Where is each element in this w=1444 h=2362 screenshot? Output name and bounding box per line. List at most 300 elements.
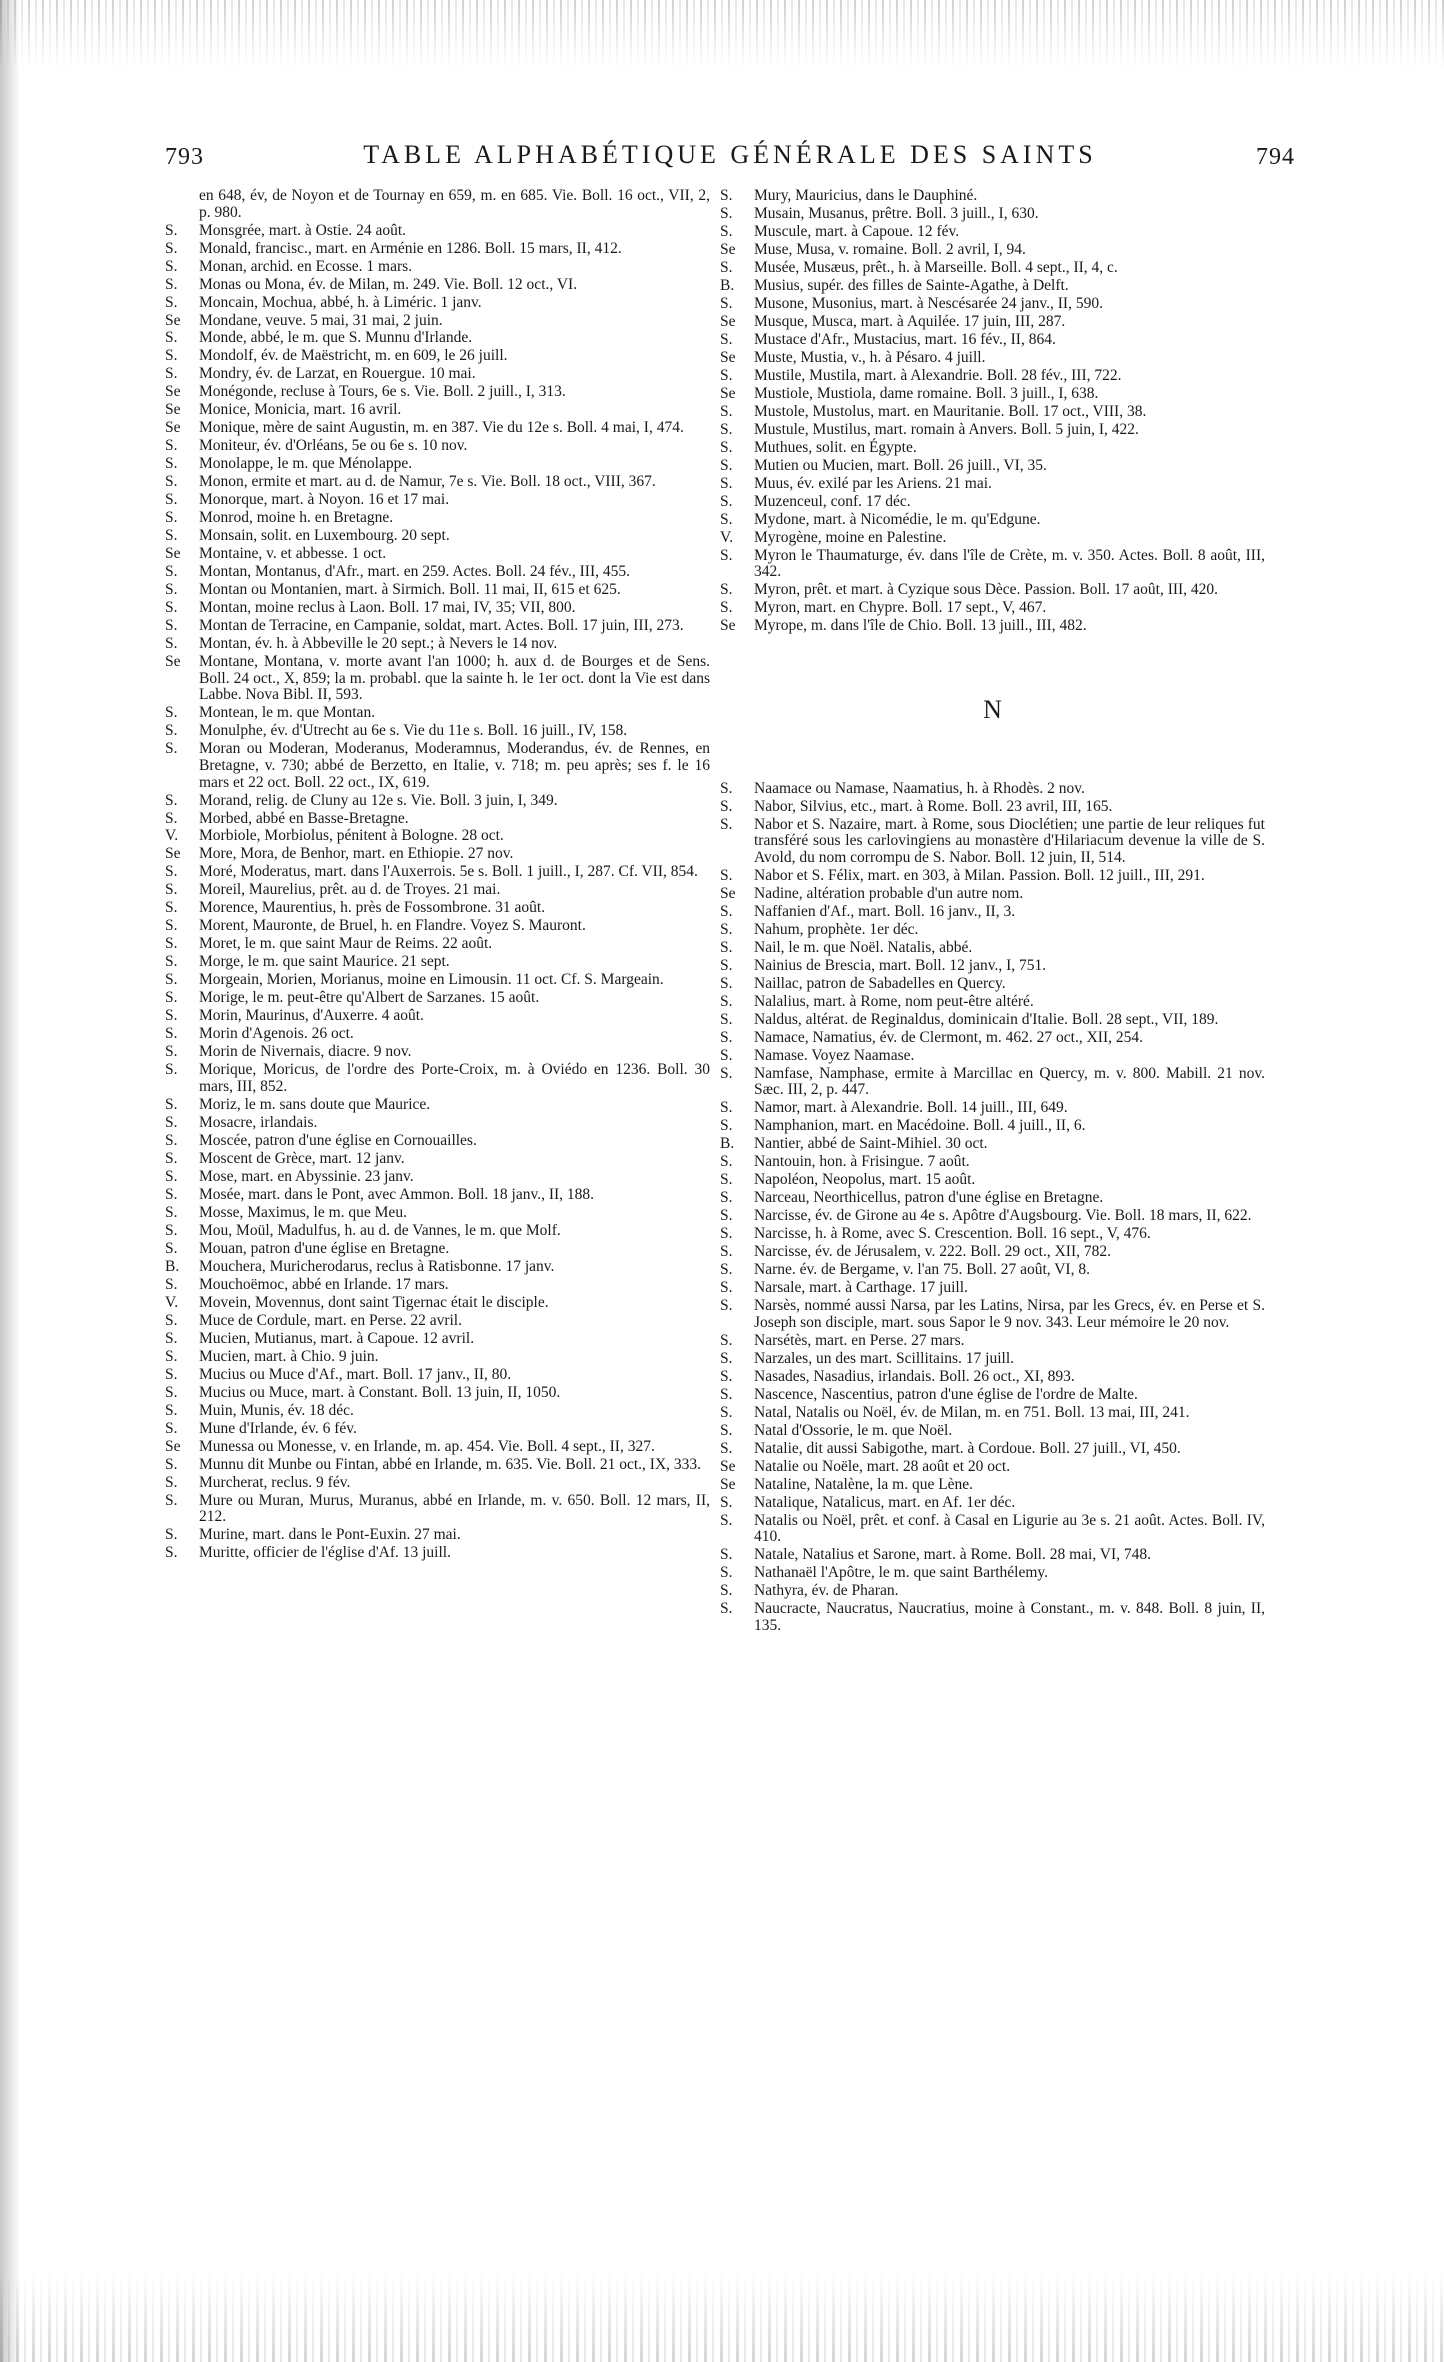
entry-siglum: S.	[165, 1061, 178, 1079]
index-entry	[165, 972, 710, 989]
entry-siglum: S.	[720, 599, 733, 617]
index-entry	[165, 564, 710, 581]
index-entry	[720, 1048, 1265, 1065]
entry-text: Morin, Maurinus, d'Auxerre. 4 août.	[199, 1007, 424, 1025]
entry-siglum: S.	[165, 971, 178, 989]
entry-text: Musain, Musanus, prêtre. Boll. 3 juill., I, 630.	[754, 204, 1039, 222]
entry-siglum: V.	[165, 1293, 179, 1311]
entry-text: Myron, mart. en Chypre. Boll. 17 sept., V, 467.	[754, 599, 1047, 617]
entry-siglum: Se	[720, 312, 736, 330]
page-number-left: 793	[165, 144, 204, 170]
entry-text: Mondolf, év. de Maëstricht, m. en 609, le 26 juill.	[199, 347, 508, 365]
entry-text: Mucien, Mutianus, mart. à Capoue. 12 avril.	[199, 1329, 475, 1347]
page-title: TABLE ALPHABÉTIQUE GÉNÉRALE DES SAINTS	[363, 140, 1097, 169]
index-entry	[165, 811, 710, 828]
entry-text: Namase. Voyez Naamase.	[754, 1046, 915, 1064]
index-entry	[165, 1115, 710, 1132]
entry-text: Mosacre, irlandais.	[199, 1113, 318, 1131]
entry-text: Mustace d'Afr., Mustacius, mart. 16 fév., II, 864.	[754, 330, 1056, 348]
index-entry	[165, 241, 710, 258]
entry-siglum: S.	[165, 1473, 178, 1491]
entry-siglum: S.	[165, 1025, 178, 1043]
entry-text: Nail, le m. que Noël. Natalis, abbé.	[754, 938, 973, 956]
index-entry	[720, 886, 1265, 903]
index-entry	[720, 868, 1265, 885]
entry-text: Mutien ou Mucien, mart. Boll. 26 juill., VI, 35.	[754, 456, 1047, 474]
index-entry	[165, 1008, 710, 1025]
index-entry	[720, 799, 1265, 816]
index-entry	[165, 546, 710, 563]
entry-text: Myrogène, moine en Palestine.	[754, 528, 947, 546]
index-entry	[165, 1475, 710, 1492]
entry-text: Mury, Mauricius, dans le Dauphiné.	[754, 187, 978, 204]
entry-siglum: S.	[720, 366, 733, 384]
entry-text: Mouchera, Muricherodarus, reclus à Ratisbonne. 17 janv.	[199, 1257, 555, 1275]
index-entry	[720, 1423, 1265, 1440]
index-entry	[165, 1133, 710, 1150]
index-entry	[720, 1513, 1265, 1546]
entry-siglum: S.	[720, 204, 733, 222]
index-entry	[720, 600, 1265, 617]
entry-siglum: S.	[165, 1491, 178, 1509]
entry-siglum: Se	[720, 384, 736, 402]
entry-text: Mondry, év. de Larzat, en Rouergue. 10 mai.	[199, 365, 476, 383]
entry-text: Myron, prêt. et mart. à Cyzique sous Dèce. Passion. Boll. 17 août, III, 420.	[754, 581, 1219, 599]
entry-text: Monsgrée, mart. à Ostie. 24 août.	[199, 221, 407, 239]
entry-text: Mydone, mart. à Nicomédie, le m. qu'Edgune.	[754, 510, 1041, 528]
entry-text: Mustile, Mustila, mart. à Alexandrie. Boll. 28 fév., III, 722.	[754, 366, 1122, 384]
entry-text: Nataline, Natalène, la m. que Lène.	[754, 1475, 974, 1493]
index-entry	[165, 438, 710, 455]
entry-siglum: S.	[165, 473, 178, 491]
entry-siglum: S.	[165, 1239, 178, 1257]
entry-siglum: V.	[165, 827, 179, 845]
page-number-right: 794	[1256, 144, 1295, 170]
entry-siglum: S.	[720, 1225, 733, 1243]
entry-siglum: S.	[165, 1419, 178, 1437]
index-entry	[720, 1280, 1265, 1297]
entry-text: Narcisse, év. de Girone au 4e s. Apôtre d'Augsbourg. Vie. Boll. 18 mars, II, 622.	[754, 1207, 1252, 1225]
entry-siglum: S.	[165, 1311, 178, 1329]
index-entry	[165, 1295, 710, 1312]
index-entry	[720, 1477, 1265, 1494]
entry-text: Murine, mart. dans le Pont-Euxin. 27 mai.	[199, 1526, 461, 1544]
entry-text: Nantouin, hon. à Frisingue. 7 août.	[754, 1153, 970, 1171]
index-entry	[720, 1118, 1265, 1135]
index-entry	[720, 1262, 1265, 1279]
entry-siglum: S.	[720, 456, 733, 474]
index-entry	[720, 1030, 1265, 1047]
entry-text: Narceau, Neorthicellus, patron d'une église en Bretagne.	[754, 1189, 1104, 1207]
entry-text: Naldus, altérat. de Reginaldus, dominicain d'Italie. Boll. 28 sept., VII, 189.	[754, 1010, 1219, 1028]
entry-siglum: S.	[165, 437, 178, 455]
entry-siglum: S.	[720, 1367, 733, 1385]
entry-text: Munessa ou Monesse, v. en Irlande, m. ap. 454. Vie. Boll. 4 sept., II, 327.	[199, 1437, 655, 1455]
entry-siglum: S.	[720, 581, 733, 599]
entry-siglum: S.	[720, 1279, 733, 1297]
entry-siglum: S.	[165, 329, 178, 347]
entry-siglum: S.	[165, 347, 178, 365]
entry-text: Montan, év. h. à Abbeville le 20 sept.; à Nevers le 14 nov.	[199, 635, 558, 653]
scan-noise-left	[0, 0, 20, 2362]
index-entry	[720, 206, 1265, 223]
entry-text: Mondane, veuve. 5 mai, 31 mai, 2 juin.	[199, 311, 443, 329]
entry-siglum: S.	[720, 992, 733, 1010]
entry-text: Namphanion, mart. en Macédoine. Boll. 4 juill., II, 6.	[754, 1117, 1086, 1135]
entry-siglum: S.	[165, 527, 178, 545]
entry-siglum: S.	[165, 1149, 178, 1167]
entry-siglum: S.	[165, 809, 178, 827]
entry-siglum: Se	[165, 1437, 181, 1455]
entry-siglum: S.	[720, 474, 733, 492]
index-entry	[720, 476, 1265, 493]
index-entry	[165, 384, 710, 401]
index-entry	[165, 1097, 710, 1114]
entry-text: Nantier, abbé de Saint-Mihiel. 30 oct.	[754, 1135, 988, 1153]
entry-text: Muus, év. exilé par les Ariens. 21 mai.	[754, 474, 992, 492]
entry-siglum: Se	[165, 845, 181, 863]
entry-text: Morge, le m. que saint Maurice. 21 sept.	[199, 953, 450, 971]
index-entry	[720, 368, 1265, 385]
entry-siglum: S.	[720, 920, 733, 938]
entry-text: Monas ou Mona, év. de Milan, m. 249. Vie. Boll. 12 oct., VI.	[199, 275, 578, 293]
entry-text: Moré, Moderatus, mart. dans l'Auxerrois. 5e s. Boll. 1 juill., I, 287. Cf. VII, 854.	[199, 863, 698, 881]
index-entry	[720, 1565, 1265, 1582]
index-entry	[165, 402, 710, 419]
entry-siglum: S.	[720, 222, 733, 240]
entry-text: Nabor et S. Nazaire, mart. à Rome, sous Dioclétien; une partie de leur reliques fut transféré sous les carlovingiens au monastère d'Hilariacum devenue la ville de S. Avold, du nom corrompu de S. Nabor. Boll. 12 juin, II, 514.	[754, 815, 1265, 866]
entry-siglum: S.	[165, 1043, 178, 1061]
entry-siglum: S.	[165, 599, 178, 617]
index-entry	[720, 242, 1265, 259]
entry-text: Narsès, nommé aussi Narsa, par les Latins, Nirsa, par les Grecs, év. en Perse et S. Joseph son disciple, mart. sous Sapor le 9 nov. 343. Leur mémoire le 20 nov.	[754, 1297, 1265, 1331]
index-entry	[165, 1044, 710, 1061]
entry-text: Nasades, Nasadius, irlandais. Boll. 26 oct., XI, 893.	[754, 1367, 1075, 1385]
entry-siglum: Se	[165, 545, 181, 563]
index-entry	[720, 1459, 1265, 1476]
entry-text: Mune d'Irlande, év. 6 fév.	[199, 1419, 357, 1437]
index-entry	[165, 1527, 710, 1544]
entry-text: Naffanien d'Af., mart. Boll. 16 janv., II, 3.	[754, 902, 1016, 920]
scan-noise-bottom	[0, 2272, 1444, 2362]
index-entry	[720, 386, 1265, 403]
entry-siglum: S.	[720, 1349, 733, 1367]
index-entry	[165, 474, 710, 491]
entry-text: Natal, Natalis ou Noël, év. de Milan, m. en 751. Boll. 13 mai, III, 241.	[754, 1403, 1190, 1421]
entry-text: Morige, le m. peut-être qu'Albert de Sarzanes. 15 août.	[199, 989, 540, 1007]
index-entry	[165, 846, 710, 863]
entry-text: Natal d'Ossorie, le m. que Noël.	[754, 1421, 953, 1439]
index-entry	[165, 188, 710, 221]
entry-text: Moscent de Grèce, mart. 12 janv.	[199, 1149, 405, 1167]
entry-siglum: S.	[165, 1365, 178, 1383]
entry-siglum: S.	[720, 187, 733, 204]
index-entry	[165, 936, 710, 953]
entry-text: Mucius ou Muce d'Af., mart. Boll. 17 janv., II, 80.	[199, 1365, 512, 1383]
entry-text: Monique, mère de saint Augustin, m. en 387. Vie du 12e s. Boll. 4 mai, I, 474.	[199, 419, 684, 437]
entry-siglum: S.	[720, 294, 733, 312]
entry-text: Morbed, abbé en Basse-Bretagne.	[199, 809, 409, 827]
index-entry	[165, 1151, 710, 1168]
index-entry	[720, 1136, 1265, 1153]
entry-siglum: S.	[720, 1099, 733, 1117]
index-entry	[720, 1601, 1265, 1634]
entry-siglum: Se	[720, 1475, 736, 1493]
index-entry	[720, 1208, 1265, 1225]
index-entry	[165, 456, 710, 473]
index-entry	[165, 723, 710, 740]
entry-siglum: Se	[720, 1457, 736, 1475]
entry-text: Naamace ou Namase, Naamatius, h. à Rhodès. 2 nov.	[754, 779, 1085, 797]
index-entry	[720, 1298, 1265, 1331]
index-entry	[165, 618, 710, 635]
entry-text: Montean, le m. que Montan.	[199, 704, 376, 722]
entry-siglum: B.	[720, 1135, 735, 1153]
entry-text: Muthues, solit. en Égypte.	[754, 438, 917, 456]
entry-text: Morgeain, Morien, Morianus, moine en Limousin. 11 oct. Cf. S. Margeain.	[199, 971, 664, 989]
entry-siglum: S.	[165, 740, 178, 758]
entry-text: Mouchoëmoc, abbé en Irlande. 17 mars.	[199, 1275, 449, 1293]
entry-text: Naucracte, Naucratus, Naucratius, moine à Constant., m. v. 848. Boll. 8 juin, II, 135.	[754, 1600, 1265, 1634]
index-entry	[165, 1026, 710, 1043]
index-entry	[165, 1169, 710, 1186]
entry-siglum: S.	[165, 1383, 178, 1401]
entry-text: Moret, le m. que saint Maur de Reims. 22 août.	[199, 935, 493, 953]
index-entry	[720, 1387, 1265, 1404]
entry-text: Musius, supér. des filles de Sainte-Agathe, à Delft.	[754, 276, 1069, 294]
left-column	[165, 188, 710, 1563]
index-entry	[165, 705, 710, 722]
entry-text: Muse, Musa, v. romaine. Boll. 2 avril, I, 94.	[754, 240, 1026, 258]
entry-siglum: S.	[720, 866, 733, 884]
entry-siglum: S.	[720, 1010, 733, 1028]
entry-text: Nabor, Silvius, etc., mart. à Rome. Boll. 23 avril, III, 165.	[754, 797, 1113, 815]
entry-siglum: Se	[165, 653, 181, 671]
index-entry	[165, 313, 710, 330]
entry-siglum: S.	[720, 1439, 733, 1457]
entry-siglum: S.	[165, 899, 178, 917]
entry-siglum: S.	[165, 1275, 178, 1293]
entry-siglum: S.	[720, 797, 733, 815]
index-entry	[720, 1012, 1265, 1029]
entry-text: Muste, Mustia, v., h. à Pésaro. 4 juill.	[754, 348, 986, 366]
entry-text: Munnu dit Munbe ou Fintan, abbé en Irlande, m. 635. Vie. Boll. 21 oct., IX, 333.	[199, 1455, 702, 1473]
entry-text: Myron le Thaumaturge, év. dans l'île de Crète, m. v. 350. Actes. Boll. 8 août, III, 342.	[754, 546, 1265, 581]
index-entry	[720, 296, 1265, 313]
entry-text: Namfase, Namphase, ermite à Marcillac en Quercy, m. v. 800. Mabill. 21 nov. Sæc. III, 2, p. 447.	[754, 1064, 1265, 1099]
index-entry	[165, 1277, 710, 1294]
entry-text: Musone, Musonius, mart. à Nescésarée 24 janv., II, 590.	[754, 294, 1103, 312]
entry-siglum: S.	[720, 1546, 733, 1564]
entry-siglum: S.	[165, 953, 178, 971]
entry-text: Mosse, Maximus, le m. que Meu.	[199, 1203, 407, 1221]
entry-siglum: S.	[720, 1600, 733, 1618]
index-entry	[720, 1333, 1265, 1350]
index-entry	[165, 1187, 710, 1204]
entry-siglum: S.	[720, 1243, 733, 1261]
entry-text: Morence, Maurentius, h. près de Fossombrone. 31 août.	[199, 899, 546, 917]
entry-text: Narsale, mart. à Carthage. 17 juill.	[754, 1279, 968, 1297]
entry-siglum: S.	[165, 791, 178, 809]
entry-siglum: S.	[165, 1221, 178, 1239]
index-entry	[720, 512, 1265, 529]
index-entry	[720, 1100, 1265, 1117]
entry-siglum: S.	[720, 438, 733, 456]
index-entry	[720, 582, 1265, 599]
index-entry	[165, 1421, 710, 1438]
entry-siglum: S.	[720, 1189, 733, 1207]
entry-text: Montan, moine reclus à Laon. Boll. 17 mai, IV, 35; VII, 800.	[199, 599, 576, 617]
index-entry	[165, 1403, 710, 1420]
index-entry	[720, 350, 1265, 367]
entry-text: Montan ou Montanien, mart. à Sirmich. Boll. 11 mai, II, 615 et 625.	[199, 581, 621, 599]
entry-siglum: Se	[720, 617, 736, 635]
entry-siglum: S.	[720, 1207, 733, 1225]
entry-text: Myrope, m. dans l'île de Chio. Boll. 13 juill., III, 482.	[754, 617, 1087, 635]
entry-text: Natalie ou Noële, mart. 28 août et 20 oct.	[754, 1457, 1011, 1475]
index-entry	[720, 1583, 1265, 1600]
index-entry	[165, 990, 710, 1007]
entry-siglum: S.	[720, 1261, 733, 1279]
entry-text: Monon, ermite et mart. au d. de Namur, 7e s. Vie. Boll. 18 oct., VIII, 367.	[199, 473, 656, 491]
entry-siglum: Se	[720, 348, 736, 366]
page-header	[165, 140, 1295, 180]
entry-siglum: S.	[165, 1095, 178, 1113]
index-entry	[720, 1495, 1265, 1512]
index-entry	[165, 654, 710, 704]
entry-siglum: Se	[165, 401, 181, 419]
entry-text: Nascence, Nascentius, patron d'une église de l'ordre de Malte.	[754, 1385, 1138, 1403]
entry-siglum: S.	[720, 1385, 733, 1403]
entry-siglum: S.	[165, 863, 178, 881]
entry-siglum: S.	[165, 1329, 178, 1347]
entry-text: Morique, Moricus, de l'ordre des Porte-Croix, m. à Oviédo en 1236. Boll. 30 mars, III, 852.	[199, 1061, 710, 1095]
entry-text: Nalalius, mart. à Rome, nom peut-être altéré.	[754, 992, 1034, 1010]
scan-noise-top	[0, 0, 1444, 70]
index-entry	[720, 1172, 1265, 1189]
entry-text: Nathyra, év. de Pharan.	[754, 1582, 899, 1600]
entry-text: Moriz, le m. sans doute que Maurice.	[199, 1095, 431, 1113]
index-entry	[720, 188, 1265, 205]
index-entry	[165, 954, 710, 971]
index-entry	[720, 781, 1265, 798]
index-entry	[165, 636, 710, 653]
entry-siglum: S.	[720, 402, 733, 420]
entry-text: Morbiole, Morbiolus, pénitent à Bologne. 28 oct.	[199, 827, 504, 845]
index-entry	[720, 904, 1265, 921]
entry-siglum: S.	[720, 956, 733, 974]
index-entry	[720, 1154, 1265, 1171]
entry-siglum: S.	[165, 563, 178, 581]
entry-text: Muin, Munis, év. 18 déc.	[199, 1401, 354, 1419]
entry-text: Moreil, Maurelius, prêt. au d. de Troyes. 21 mai.	[199, 881, 501, 899]
entry-siglum: S.	[720, 938, 733, 956]
entry-text: Namor, mart. à Alexandrie. Boll. 14 juill., III, 649.	[754, 1099, 1068, 1117]
entry-text: Monégonde, recluse à Tours, 6e s. Vie. Boll. 2 juill., I, 313.	[199, 383, 566, 401]
entry-text: en 648, év, de Noyon et de Tournay en 659, m. en 685. Vie. Boll. 16 oct., VII, 2, p. 980.	[199, 187, 710, 221]
index-entry	[165, 1439, 710, 1456]
index-entry	[165, 918, 710, 935]
entry-siglum: S.	[720, 1153, 733, 1171]
entry-siglum: S.	[720, 1117, 733, 1135]
entry-siglum: V.	[720, 528, 734, 546]
entry-text: Muzenceul, conf. 17 déc.	[754, 492, 911, 510]
index-entry	[720, 1244, 1265, 1261]
entry-siglum: Se	[165, 311, 181, 329]
index-entry	[720, 332, 1265, 349]
entry-siglum: S.	[720, 1511, 733, 1529]
entry-text: Namace, Namatius, év. de Clermont, m. 462. 27 oct., XII, 254.	[754, 1028, 1143, 1046]
index-entry	[165, 1223, 710, 1240]
entry-siglum: S.	[720, 974, 733, 992]
entry-text: Natalie, dit aussi Sabigothe, mart. à Cordoue. Boll. 27 juill., VI, 450.	[754, 1439, 1181, 1457]
entry-siglum: S.	[720, 546, 733, 564]
index-entry	[165, 277, 710, 294]
entry-text: Naillac, patron de Sabadelles en Quercy.	[754, 974, 1006, 992]
index-entry	[720, 994, 1265, 1011]
index-entry	[720, 817, 1265, 867]
index-entry	[720, 1405, 1265, 1422]
index-entry	[720, 440, 1265, 457]
entry-siglum: S.	[165, 935, 178, 953]
entry-text: Morin d'Agenois. 26 oct.	[199, 1025, 354, 1043]
index-entry	[720, 1226, 1265, 1243]
entry-text: Narzales, un des mart. Scillitains. 17 juill.	[754, 1349, 1015, 1367]
entry-text: More, Mora, de Benhor, mart. en Ethiopie. 27 nov.	[199, 845, 514, 863]
entry-text: Mou, Moül, Madulfus, h. au d. de Vannes, le m. que Molf.	[199, 1221, 561, 1239]
entry-text: Musque, Musca, mart. à Aquilée. 17 juin, III, 287.	[754, 312, 1066, 330]
index-entry	[165, 1313, 710, 1330]
index-entry	[720, 922, 1265, 939]
entry-siglum: S.	[165, 617, 178, 635]
entry-text: Monulphe, év. d'Utrecht au 6e s. Vie du 11e s. Boll. 16 juill., IV, 158.	[199, 722, 628, 740]
entry-text: Monald, francisc., mart. en Arménie en 1286. Boll. 15 mars, II, 412.	[199, 239, 622, 257]
entry-siglum: S.	[165, 1526, 178, 1544]
entry-text: Morent, Mauronte, de Bruel, h. en Flandre. Voyez S. Mauront.	[199, 917, 586, 935]
index-entry	[720, 618, 1265, 635]
index-entry	[165, 366, 710, 383]
index-entry	[165, 1241, 710, 1258]
entry-text: Montane, Montana, v. morte avant l'an 1000; h. aux d. de Bourges et de Sens. Boll. 24 oct., X, 859; la m. probabl. que la sainte h. le 1er oct. dont la Vie est dans Labbe. Nova Bibl. II, 593.	[199, 653, 710, 704]
index-entry	[720, 958, 1265, 975]
right-column-m-entries	[720, 188, 1265, 635]
entry-siglum: Se	[165, 383, 181, 401]
entry-siglum: S.	[720, 420, 733, 438]
entry-siglum: S.	[165, 1007, 178, 1025]
index-entry	[720, 1066, 1265, 1099]
entry-text: Monorque, mart. à Noyon. 16 et 17 mai.	[199, 491, 450, 509]
index-entry	[165, 828, 710, 845]
entry-siglum: S.	[720, 779, 733, 797]
index-entry	[720, 530, 1265, 547]
entry-text: Montan, Montanus, d'Afr., mart. en 259. Actes. Boll. 24 fév., III, 455.	[199, 563, 630, 581]
entry-text: Natale, Natalius et Sarone, mart. à Rome. Boll. 28 mai, VI, 748.	[754, 1546, 1152, 1564]
entry-siglum: S.	[720, 1028, 733, 1046]
entry-siglum: S.	[165, 1401, 178, 1419]
entry-siglum: S.	[165, 509, 178, 527]
entry-siglum: S.	[165, 455, 178, 473]
entry-siglum: Se	[720, 240, 736, 258]
entry-text: Natalique, Natalicus, mart. en Af. 1er déc.	[754, 1493, 1016, 1511]
entry-text: Mustole, Mustolus, mart. en Mauritanie. Boll. 17 oct., VIII, 38.	[754, 402, 1147, 420]
entry-siglum: S.	[720, 492, 733, 510]
entry-siglum: S.	[720, 1564, 733, 1582]
entry-text: Narcisse, h. à Rome, avec S. Crescention. Boll. 16 sept., V, 476.	[754, 1225, 1151, 1243]
entry-text: Moscée, patron d'une église en Cornouailles.	[199, 1131, 477, 1149]
entry-text: Mustiole, Mustiola, dame romaine. Boll. 3 juill., I, 638.	[754, 384, 1099, 402]
index-entry	[165, 510, 710, 527]
entry-text: Mose, mart. en Abyssinie. 23 janv.	[199, 1167, 414, 1185]
